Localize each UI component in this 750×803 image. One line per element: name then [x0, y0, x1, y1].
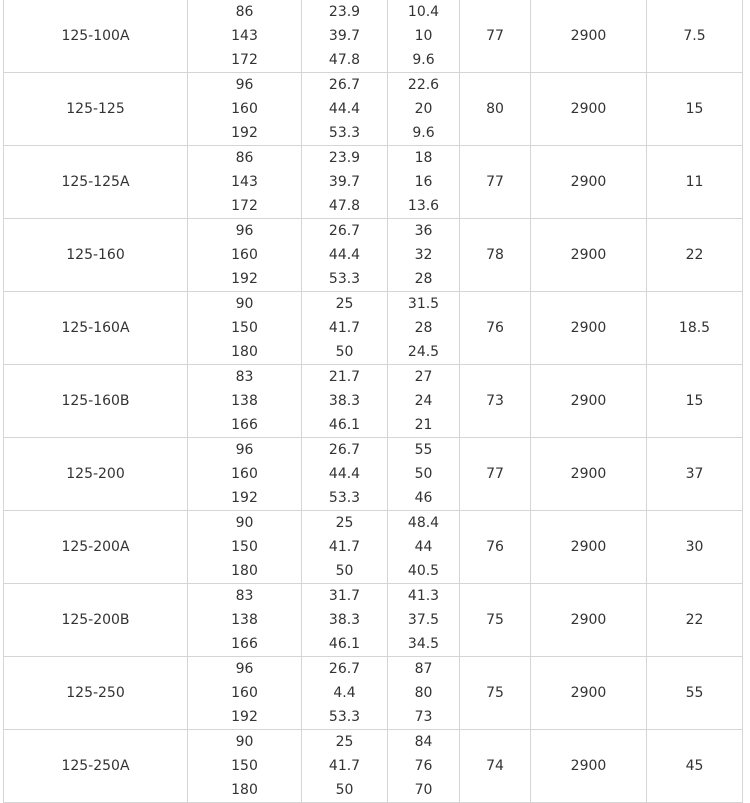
model-cell: 125-200A: [4, 511, 188, 584]
head-cell-value: 9.6: [412, 52, 435, 68]
flow-m3h-cell-value: 160: [231, 101, 258, 117]
flow-ls-cell-value: 26.7: [328, 77, 361, 93]
speed-cell: 2900: [531, 146, 647, 219]
model-cell: 125-160A: [4, 292, 188, 365]
flow-m3h-cell-value: 192: [231, 490, 258, 506]
flow-m3h-cell-value: 96: [235, 77, 254, 93]
flow-m3h-cell-value: 192: [231, 709, 258, 725]
head-cell-value: 9.6: [412, 125, 435, 141]
flow-m3h-cell-value: 96: [235, 223, 254, 239]
efficiency-cell: 77: [460, 146, 531, 219]
power-cell: 22: [647, 584, 743, 657]
head-cell-value: 41.3: [407, 588, 440, 604]
flow-ls-cell-value: 4.4: [333, 685, 356, 701]
power-cell: 37: [647, 438, 743, 511]
flow-m3h-cell-value: 192: [231, 125, 258, 141]
model-cell: 125-200: [4, 438, 188, 511]
flow-ls-cell-value: 41.7: [328, 758, 361, 774]
flow-m3h-cell-value: 138: [231, 393, 258, 409]
head-cell-value: 34.5: [407, 636, 440, 652]
power-cell: 18.5: [647, 292, 743, 365]
flow-ls-cell: [302, 73, 388, 146]
flow-ls-cell: [302, 438, 388, 511]
head-cell-value: 44: [414, 539, 433, 555]
flow-m3h-cell: [188, 657, 302, 730]
flow-m3h-cell-value: 138: [231, 612, 258, 628]
flow-m3h-cell-value: 160: [231, 466, 258, 482]
flow-m3h-cell: [188, 219, 302, 292]
flow-ls-cell: [302, 0, 388, 73]
efficiency-cell: 75: [460, 657, 531, 730]
model-cell: 125-160: [4, 219, 188, 292]
head-cell: [388, 219, 460, 292]
head-cell: [388, 730, 460, 803]
table-row: [4, 0, 743, 73]
model-cell: 125-250A: [4, 730, 188, 803]
power-cell: 22: [647, 219, 743, 292]
head-cell-value: 27: [414, 369, 433, 385]
head-cell-value: 46: [414, 490, 433, 506]
table-row: [4, 292, 743, 365]
flow-ls-cell-value: 25: [335, 515, 354, 531]
head-cell-value: 40.5: [407, 563, 440, 579]
flow-ls-cell-value: 31.7: [328, 588, 361, 604]
head-cell-value: 10.4: [407, 4, 440, 20]
flow-ls-cell-value: 44.4: [328, 466, 361, 482]
flow-m3h-cell: [188, 292, 302, 365]
table-row: [4, 657, 743, 730]
flow-m3h-cell-value: 83: [235, 369, 254, 385]
head-cell-value: 84: [414, 734, 433, 750]
head-cell-value: 70: [414, 782, 433, 798]
flow-m3h-cell-value: 143: [231, 174, 258, 190]
flow-ls-cell-value: 50: [335, 344, 354, 360]
flow-m3h-cell-value: 96: [235, 442, 254, 458]
speed-cell: 2900: [531, 730, 647, 803]
head-cell-value: 10: [414, 28, 433, 44]
head-cell: [388, 511, 460, 584]
head-cell-value: 76: [414, 758, 433, 774]
flow-ls-cell-value: 26.7: [328, 661, 361, 677]
table-row: [4, 365, 743, 438]
efficiency-cell: 77: [460, 438, 531, 511]
model-cell: 125-250: [4, 657, 188, 730]
flow-m3h-cell-value: 160: [231, 247, 258, 263]
head-cell-value: 24: [414, 393, 433, 409]
flow-m3h-cell-value: 150: [231, 539, 258, 555]
model-cell: 125-125A: [4, 146, 188, 219]
flow-m3h-cell-value: 166: [231, 417, 258, 433]
head-cell-value: 80: [414, 685, 433, 701]
model-cell: 125-100A: [4, 0, 188, 73]
table-row: [4, 511, 743, 584]
flow-ls-cell-value: 23.9: [328, 4, 361, 20]
flow-m3h-cell-value: 90: [235, 296, 254, 312]
flow-m3h-cell: [188, 365, 302, 438]
flow-ls-cell-value: 41.7: [328, 539, 361, 555]
flow-ls-cell-value: 41.7: [328, 320, 361, 336]
table-row: [4, 438, 743, 511]
speed-cell: 2900: [531, 511, 647, 584]
flow-m3h-cell-value: 192: [231, 271, 258, 287]
flow-m3h-cell-value: 96: [235, 661, 254, 677]
head-cell-value: 22.6: [407, 77, 440, 93]
flow-ls-cell-value: 46.1: [328, 636, 361, 652]
power-cell: 55: [647, 657, 743, 730]
head-cell-value: 28: [414, 320, 433, 336]
speed-cell: 2900: [531, 0, 647, 73]
flow-ls-cell: [302, 292, 388, 365]
head-cell-value: 21: [414, 417, 433, 433]
head-cell-value: 36: [414, 223, 433, 239]
flow-ls-cell-value: 50: [335, 563, 354, 579]
efficiency-cell: 77: [460, 0, 531, 73]
table-body: [4, 0, 743, 803]
power-cell: 45: [647, 730, 743, 803]
table-row: [4, 219, 743, 292]
flow-m3h-cell-value: 180: [231, 782, 258, 798]
flow-m3h-cell-value: 90: [235, 734, 254, 750]
head-cell: [388, 146, 460, 219]
flow-ls-cell-value: 53.3: [328, 125, 361, 141]
speed-cell: 2900: [531, 292, 647, 365]
model-cell: 125-200B: [4, 584, 188, 657]
flow-ls-cell-value: 53.3: [328, 271, 361, 287]
speed-cell: 2900: [531, 73, 647, 146]
head-cell: [388, 365, 460, 438]
flow-ls-cell-value: 38.3: [328, 612, 361, 628]
flow-ls-cell-value: 39.7: [328, 28, 361, 44]
flow-m3h-cell: [188, 584, 302, 657]
power-cell: 15: [647, 73, 743, 146]
speed-cell: 2900: [531, 584, 647, 657]
head-cell-value: 13.6: [407, 198, 440, 214]
flow-ls-cell-value: 47.8: [328, 52, 361, 68]
head-cell-value: 31.5: [407, 296, 440, 312]
power-cell: 7.5: [647, 0, 743, 73]
efficiency-cell: 78: [460, 219, 531, 292]
speed-cell: 2900: [531, 365, 647, 438]
flow-ls-cell: [302, 730, 388, 803]
pump-spec-table: [3, 0, 743, 803]
flow-ls-cell-value: 26.7: [328, 223, 361, 239]
head-cell-value: 24.5: [407, 344, 440, 360]
flow-ls-cell-value: 53.3: [328, 709, 361, 725]
flow-m3h-cell-value: 86: [235, 4, 254, 20]
flow-m3h-cell-value: 143: [231, 28, 258, 44]
flow-ls-cell-value: 38.3: [328, 393, 361, 409]
table-row: [4, 584, 743, 657]
flow-m3h-cell-value: 150: [231, 320, 258, 336]
flow-m3h-cell: [188, 511, 302, 584]
head-cell: [388, 73, 460, 146]
flow-ls-cell-value: 46.1: [328, 417, 361, 433]
efficiency-cell: 73: [460, 365, 531, 438]
flow-m3h-cell-value: 172: [231, 52, 258, 68]
head-cell-value: 55: [414, 442, 433, 458]
flow-m3h-cell-value: 180: [231, 344, 258, 360]
flow-ls-cell-value: 25: [335, 296, 354, 312]
head-cell: [388, 657, 460, 730]
head-cell-value: 50: [414, 466, 433, 482]
flow-m3h-cell-value: 172: [231, 198, 258, 214]
efficiency-cell: 76: [460, 292, 531, 365]
head-cell-value: 28: [414, 271, 433, 287]
flow-m3h-cell-value: 83: [235, 588, 254, 604]
flow-ls-cell-value: 21.7: [328, 369, 361, 385]
table-row: [4, 73, 743, 146]
flow-ls-cell-value: 39.7: [328, 174, 361, 190]
flow-ls-cell-value: 44.4: [328, 101, 361, 117]
speed-cell: 2900: [531, 219, 647, 292]
flow-ls-cell: [302, 219, 388, 292]
flow-m3h-cell: [188, 73, 302, 146]
flow-m3h-cell: [188, 0, 302, 73]
flow-ls-cell: [302, 365, 388, 438]
efficiency-cell: 80: [460, 73, 531, 146]
table-row: [4, 146, 743, 219]
head-cell-value: 48.4: [407, 515, 440, 531]
flow-ls-cell-value: 53.3: [328, 490, 361, 506]
head-cell: [388, 0, 460, 73]
flow-m3h-cell-value: 150: [231, 758, 258, 774]
speed-cell: 2900: [531, 657, 647, 730]
efficiency-cell: 76: [460, 511, 531, 584]
flow-ls-cell-value: 26.7: [328, 442, 361, 458]
head-cell-value: 73: [414, 709, 433, 725]
flow-ls-cell: [302, 584, 388, 657]
power-cell: 15: [647, 365, 743, 438]
model-cell: 125-160B: [4, 365, 188, 438]
flow-ls-cell: [302, 657, 388, 730]
head-cell: [388, 438, 460, 511]
flow-ls-cell-value: 23.9: [328, 150, 361, 166]
head-cell-value: 87: [414, 661, 433, 677]
head-cell-value: 20: [414, 101, 433, 117]
efficiency-cell: 75: [460, 584, 531, 657]
flow-m3h-cell: [188, 438, 302, 511]
head-cell-value: 16: [414, 174, 433, 190]
speed-cell: 2900: [531, 438, 647, 511]
flow-ls-cell-value: 47.8: [328, 198, 361, 214]
flow-m3h-cell-value: 86: [235, 150, 254, 166]
head-cell: [388, 292, 460, 365]
flow-m3h-cell: [188, 146, 302, 219]
efficiency-cell: 74: [460, 730, 531, 803]
power-cell: 11: [647, 146, 743, 219]
flow-m3h-cell-value: 166: [231, 636, 258, 652]
flow-ls-cell: [302, 146, 388, 219]
flow-m3h-cell-value: 180: [231, 563, 258, 579]
head-cell-value: 37.5: [407, 612, 440, 628]
head-cell: [388, 584, 460, 657]
head-cell-value: 18: [414, 150, 433, 166]
power-cell: 30: [647, 511, 743, 584]
flow-ls-cell: [302, 511, 388, 584]
flow-ls-cell-value: 25: [335, 734, 354, 750]
flow-m3h-cell: [188, 730, 302, 803]
flow-m3h-cell-value: 90: [235, 515, 254, 531]
flow-ls-cell-value: 44.4: [328, 247, 361, 263]
head-cell-value: 32: [414, 247, 433, 263]
flow-m3h-cell-value: 160: [231, 685, 258, 701]
flow-ls-cell-value: 50: [335, 782, 354, 798]
table-row: [4, 730, 743, 803]
model-cell: 125-125: [4, 73, 188, 146]
